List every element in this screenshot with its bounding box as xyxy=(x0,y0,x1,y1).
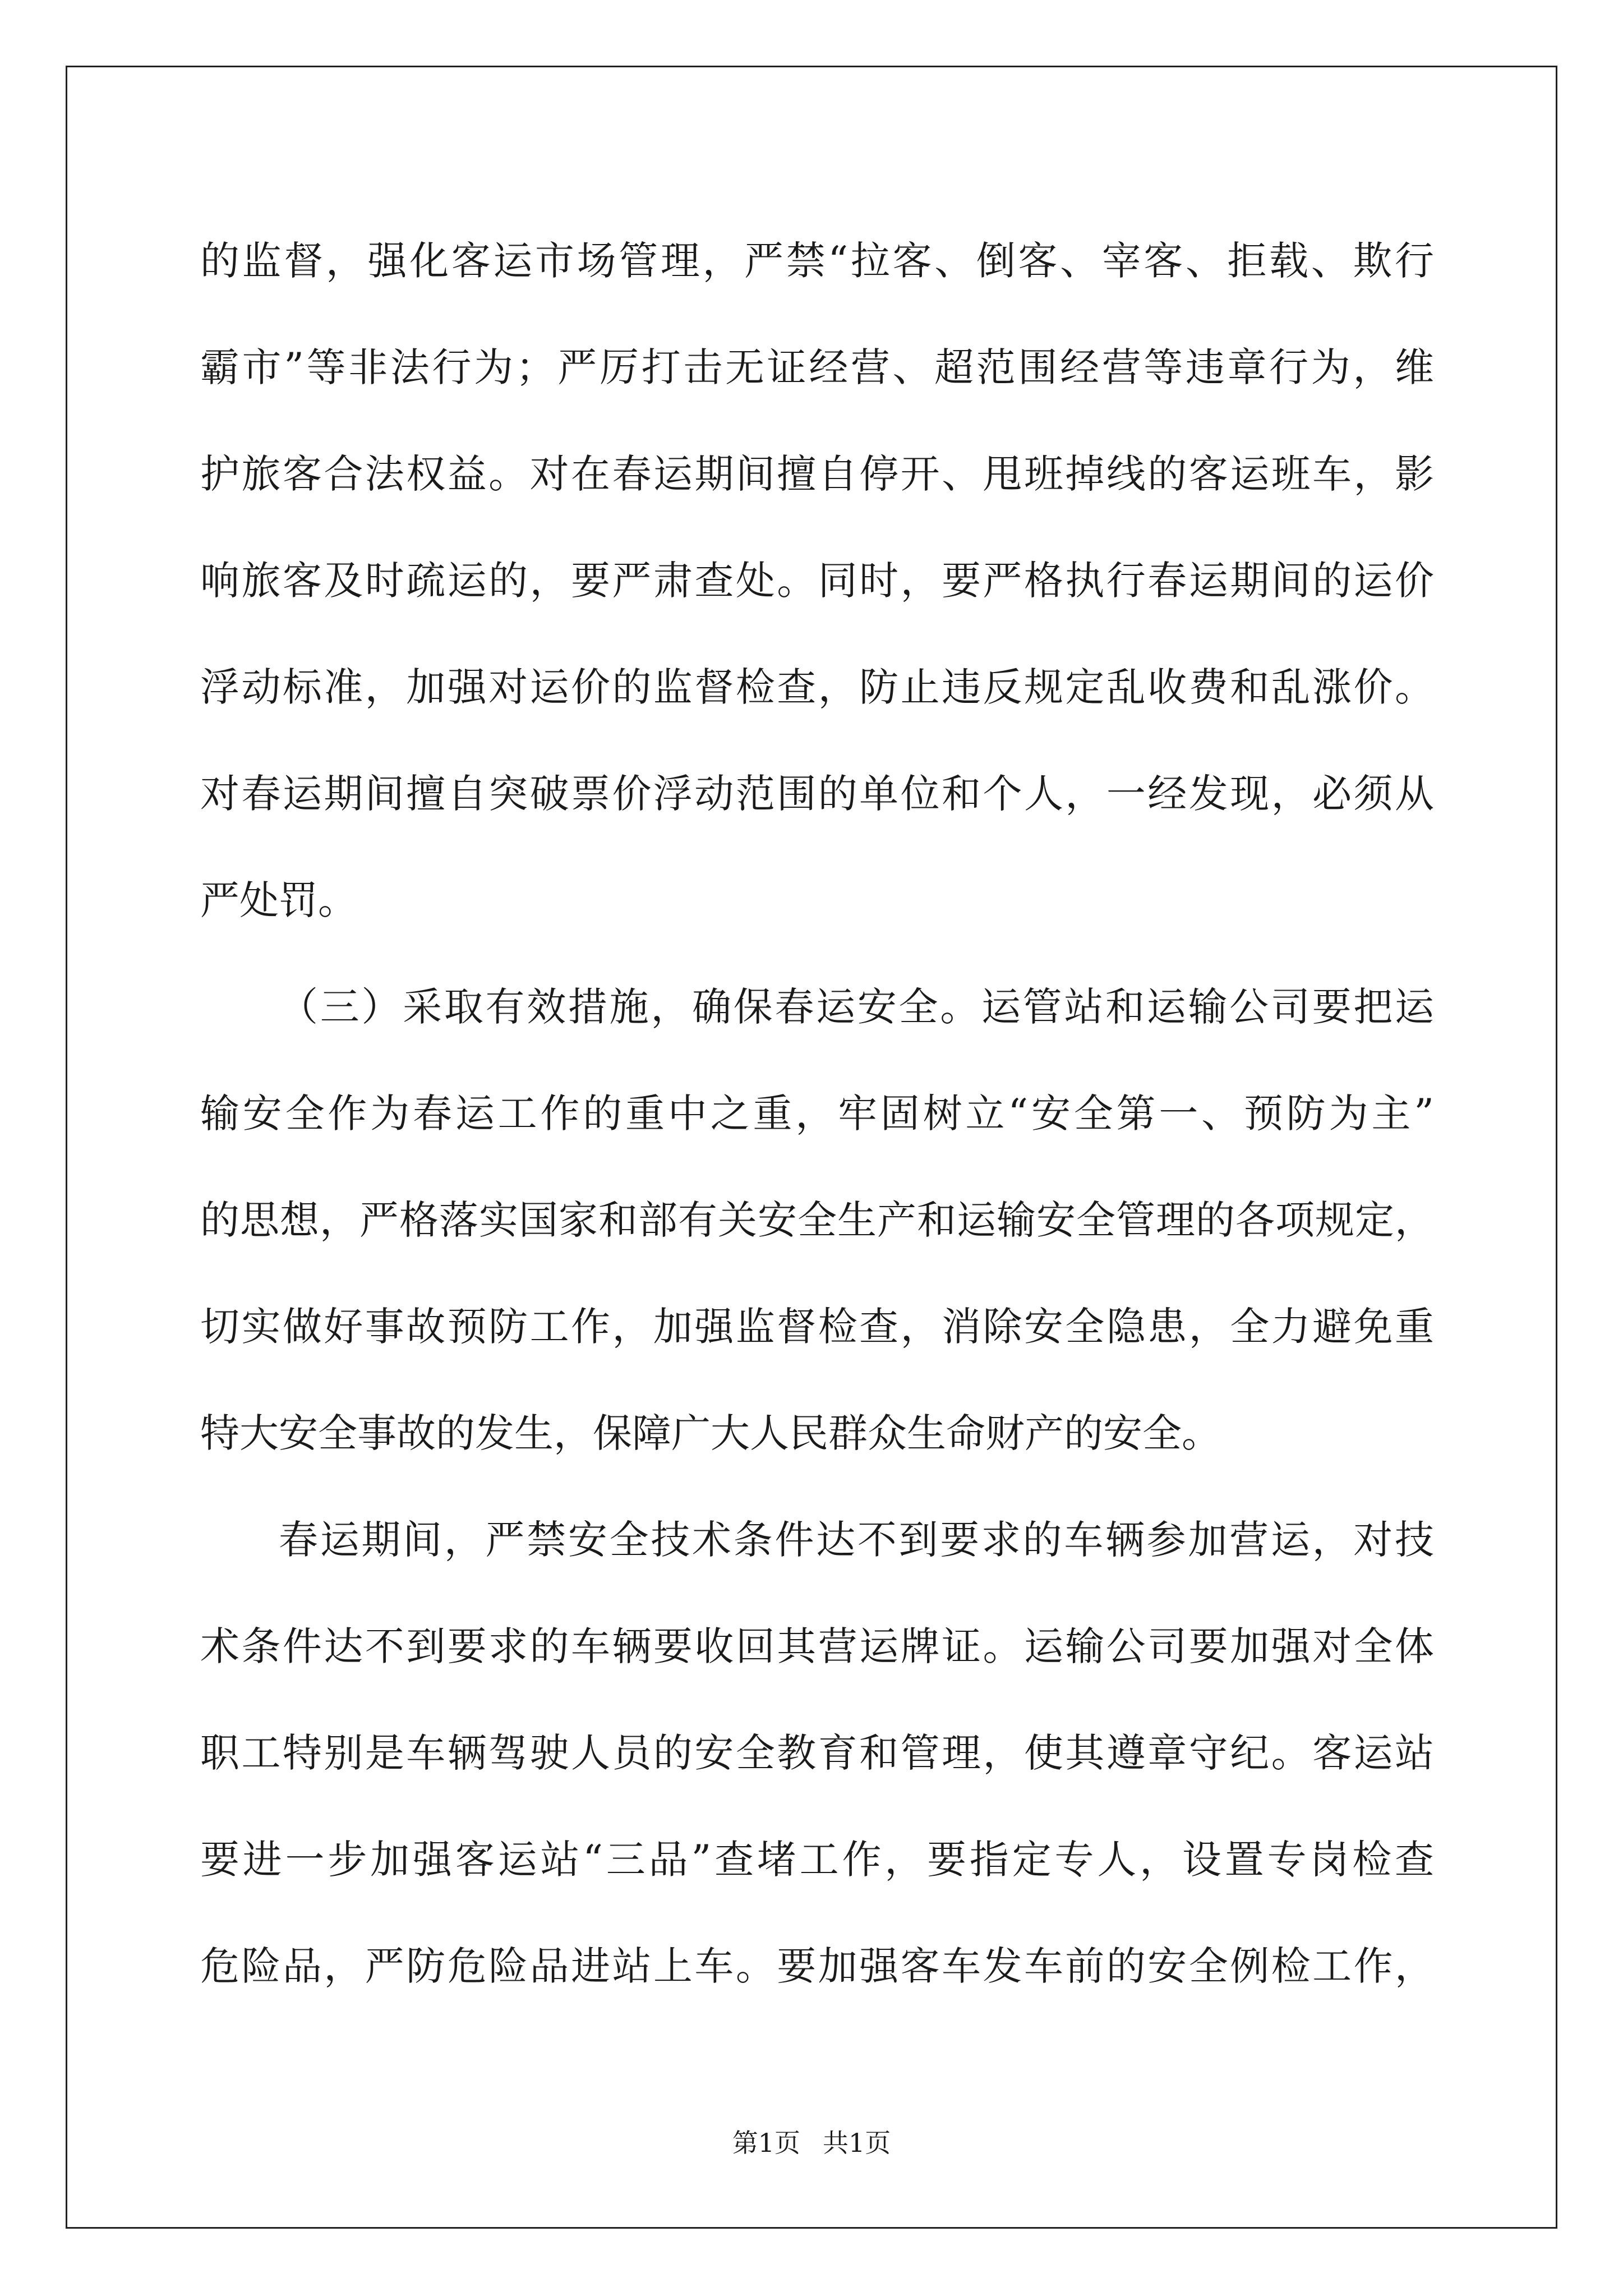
text-line: 的思想，严格落实国家和部有关安全生产和运输安全管理的各项规定， xyxy=(200,1197,1434,1243)
document-body xyxy=(200,208,1434,2019)
text-line: 春运期间，严禁安全技术条件达不到要求的车辆参加营运，对技 xyxy=(279,1517,1434,1563)
text-line: 响旅客及时疏运的，要严肃查处。同时，要严格执行春运期间的运价 xyxy=(200,558,1434,604)
text-line: 严处罚。 xyxy=(200,877,357,923)
text-line: 术条件达不到要求的车辆要收回其营运牌证。运输公司要加强对全体 xyxy=(200,1623,1434,1669)
text-line: 危险品，严防危险品进站上车。要加强客车发车前的安全例检工作， xyxy=(200,1943,1434,1989)
text-line: 切实做好事故预防工作，加强监督检查，消除安全隐患，全力避免重 xyxy=(200,1304,1434,1350)
text-line: 的监督，强化客运市场管理，严禁“拉客、倒客、宰客、拒载、欺行 xyxy=(200,238,1434,284)
text-line: 输安全作为春运工作的重中之重，牢固树立“安全第一、预防为主” xyxy=(200,1091,1434,1137)
page-number: 第1页 xyxy=(732,2128,800,2158)
text-line: （三）采取有效措施，确保春运安全。运管站和运输公司要把运 xyxy=(279,984,1434,1030)
text-line: 特大安全事故的发生，保障广大人民群众生命财产的安全。 xyxy=(200,1410,1221,1456)
text-line: 护旅客合法权益。对在春运期间擅自停开、甩班掉线的客运班车，影 xyxy=(200,451,1434,497)
page-footer xyxy=(0,2126,1623,2160)
text-line: 浮动标准，加强对运价的监督检查，防止违反规定乱收费和乱涨价。 xyxy=(200,664,1434,710)
text-line: 职工特别是车辆驾驶人员的安全教育和管理，使其遵章守纪。客运站 xyxy=(200,1730,1434,1776)
text-line: 霸市”等非法行为；严厉打击无证经营、超范围经营等违章行为，维 xyxy=(200,344,1434,390)
page-total: 共1页 xyxy=(823,2128,891,2158)
text-line: 对春运期间擅自突破票价浮动范围的单位和个人，一经发现，必须从 xyxy=(200,771,1434,817)
text-line: 要进一步加强客运站“三品”查堵工作，要指定专人，设置专岗检查 xyxy=(200,1837,1434,1883)
